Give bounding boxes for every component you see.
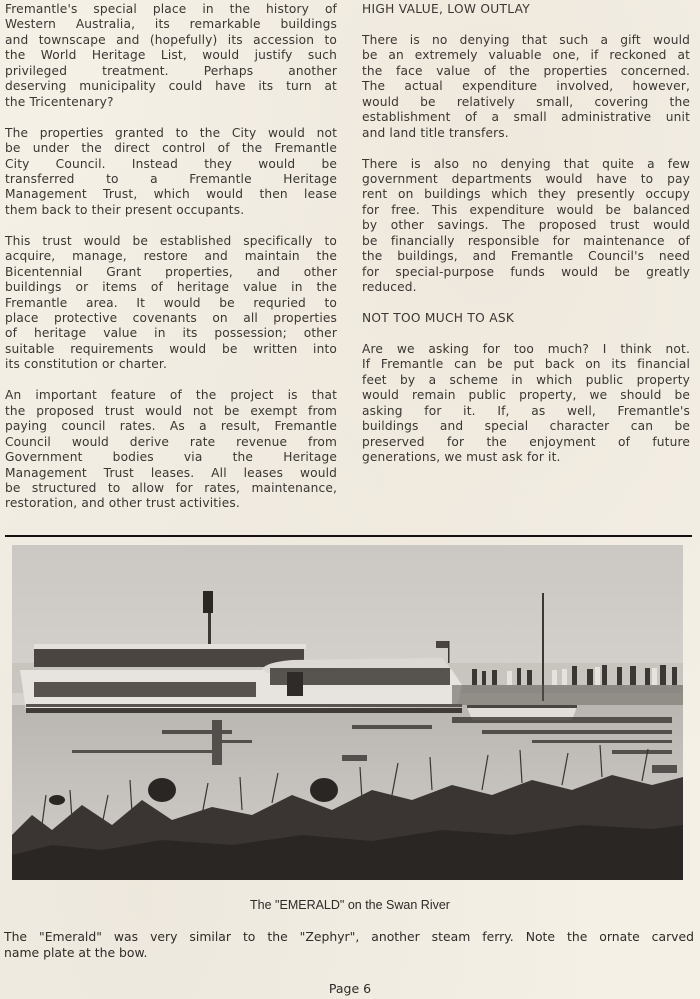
photo-note <box>4 929 694 961</box>
text-line: transferred to a Fremantle Heritage <box>5 171 337 186</box>
text-line: Fremantle's special place in the history of <box>5 2 337 16</box>
text-line: the Tricentenary? <box>5 94 114 109</box>
text-line: by other savings. The proposed trust would <box>362 218 690 233</box>
text-line: for free. This expenditure would be balanced <box>362 202 690 217</box>
text-line: reduced. <box>362 280 417 295</box>
text-line: Are we asking for too much? I think not. <box>362 341 690 356</box>
text-line: Government bodies via the Heritage <box>5 450 337 465</box>
text-line: paying council rates. As a result, Fremantle <box>5 419 337 434</box>
text-line: the buildings, and Fremantle Council's need <box>362 249 690 264</box>
text-line: rent on buildings which they presently occupy <box>362 187 690 202</box>
paragraph <box>5 234 337 373</box>
text-line: be under the direct control of the Fremantle <box>5 141 337 156</box>
text-line: An important feature of the project is that <box>5 388 337 403</box>
text-line: them back to their present occupants. <box>5 202 245 217</box>
text-line: The actual expenditure involved, however, <box>362 79 690 94</box>
text-line: its constitution or charter. <box>5 357 167 372</box>
text-line: buildings and special character can be <box>362 419 690 434</box>
text-line: There is no denying that such a gift would <box>362 32 690 47</box>
text-line: establishment of a small administrative unit <box>362 110 690 125</box>
text-line: Western Australia, its remarkable buildings <box>5 17 337 32</box>
paragraph <box>362 157 690 296</box>
text-line: be an extremely valuable one, if reckoned at <box>362 48 690 63</box>
left-column <box>5 2 337 527</box>
text-line: the World Heritage List, would justify such <box>5 48 337 63</box>
text-line: would remain public property, we should be <box>362 388 690 403</box>
text-line: preserved for the enjoyment of future <box>362 434 690 449</box>
text-line: The properties granted to the City would not <box>5 125 337 140</box>
text-line: government departments would have to pay <box>362 171 690 186</box>
text-line: and land title transfers. <box>362 125 509 140</box>
text-line: be financially responsible for maintenance of <box>362 233 690 248</box>
text-line: feet by a scheme in which public property <box>362 372 690 387</box>
paragraph <box>5 2 337 110</box>
text-line: City Council. Instead they would be <box>5 156 337 171</box>
section-not-too-much-body <box>362 342 690 466</box>
photo-note-line: The "Emerald" was very similar to the "Zephyr", another steam ferry. Note the ornate carved <box>4 929 694 944</box>
text-line: asking for it. If, as well, Fremantle's <box>362 403 690 418</box>
text-line: buildings or items of heritage value in the <box>5 280 337 295</box>
text-line: Management Trust leases. All leases would <box>5 465 337 480</box>
page-number: Page 6 <box>328 981 372 996</box>
right-column <box>362 2 690 481</box>
text-line: the face value of the properties concerned. <box>362 63 690 78</box>
text-line: of heritage value in its possession; other <box>5 326 337 341</box>
text-line: would be relatively small, covering the <box>362 94 690 109</box>
text-line: Management Trust, which would then lease <box>5 187 337 202</box>
photo-caption: The "EMERALD" on the Swan River <box>250 898 450 912</box>
text-line: privileged treatment. Perhaps another <box>5 63 337 78</box>
section-high-value-body <box>362 33 690 296</box>
text-line: deserving municipality could have its turn at <box>5 79 337 94</box>
text-line: the proposed trust would not be exempt from <box>5 403 337 418</box>
text-line: Fremantle area. It would be requried to <box>5 295 337 310</box>
text-line: acquire, manage, restore and maintain the <box>5 249 337 264</box>
photo-emerald-steam-ferry <box>12 545 683 880</box>
paragraph <box>5 126 337 219</box>
text-line: generations, we must ask for it. <box>362 450 561 465</box>
text-line: be structured to allow for rates, maintenance, <box>5 481 337 495</box>
photo-note-line: name plate at the bow. <box>4 945 148 960</box>
paragraph <box>362 342 690 466</box>
horizontal-rule <box>5 535 692 537</box>
paragraph <box>362 33 690 141</box>
text-line: There is also no denying that quite a few <box>362 156 690 171</box>
text-line: If Fremantle can be put back on its financial <box>362 357 690 372</box>
paragraph <box>5 388 337 512</box>
text-line: restoration, and other trust activities. <box>5 496 240 511</box>
section-heading-high-value: HIGH VALUE, LOW OUTLAY <box>362 2 531 16</box>
section-heading-not-too-much: NOT TOO MUCH TO ASK <box>362 311 515 326</box>
text-line: for special-purpose funds would be greatly <box>362 264 690 279</box>
text-line: and townscape and (hopefully) its accession to <box>5 32 337 47</box>
text-line: Council would derive rate revenue from <box>5 434 337 449</box>
text-line: place protective covenants on all properties <box>5 311 337 326</box>
text-line: This trust would be established specifically to <box>5 233 337 248</box>
text-line: suitable requirements would be written into <box>5 341 337 356</box>
text-line: Bicentennial Grant properties, and other <box>5 264 337 279</box>
